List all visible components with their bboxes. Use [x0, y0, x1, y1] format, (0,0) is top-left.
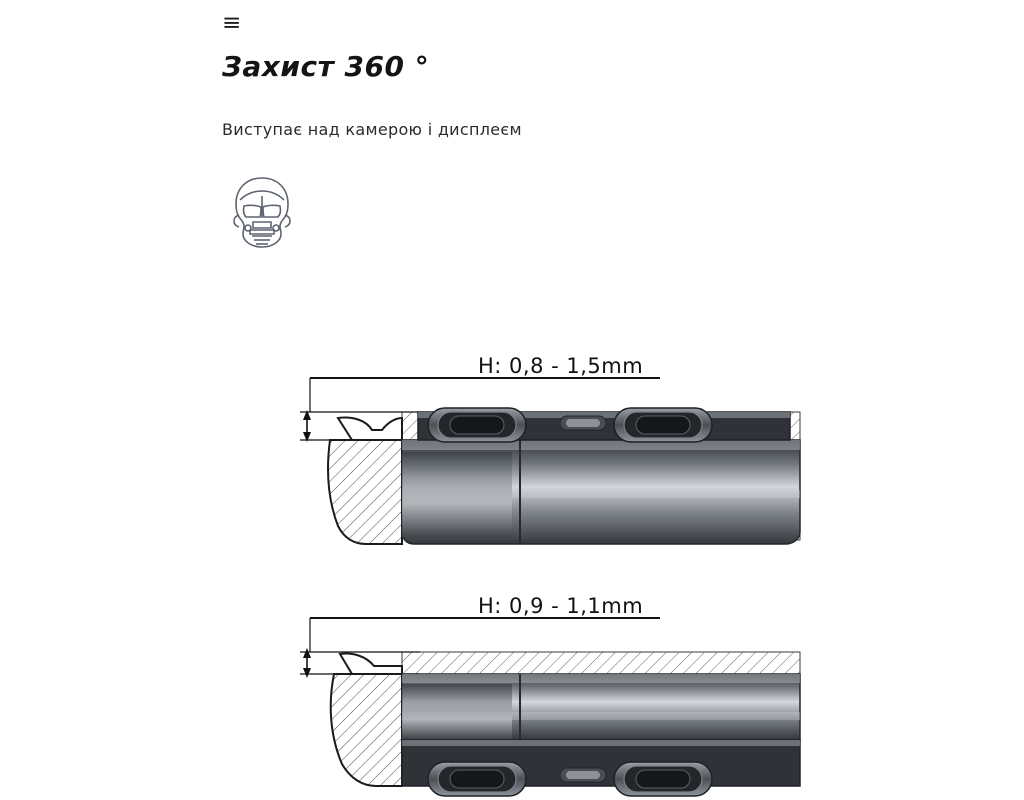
page-title: Захист 360 °	[222, 50, 430, 83]
dimension-label-screen: H: 0,9 - 1,1mm	[478, 594, 644, 618]
dimension-label-camera: H: 0,8 - 1,5mm	[478, 354, 644, 378]
hamburger-menu-icon[interactable]: ≡	[222, 10, 242, 36]
screen-edge-diagram	[0, 580, 1024, 800]
camera-bump-diagram	[0, 340, 1024, 570]
page-subtitle: Виступає над камерою і дисплеєм	[222, 120, 522, 139]
stormtrooper-helmet-icon	[220, 174, 304, 256]
